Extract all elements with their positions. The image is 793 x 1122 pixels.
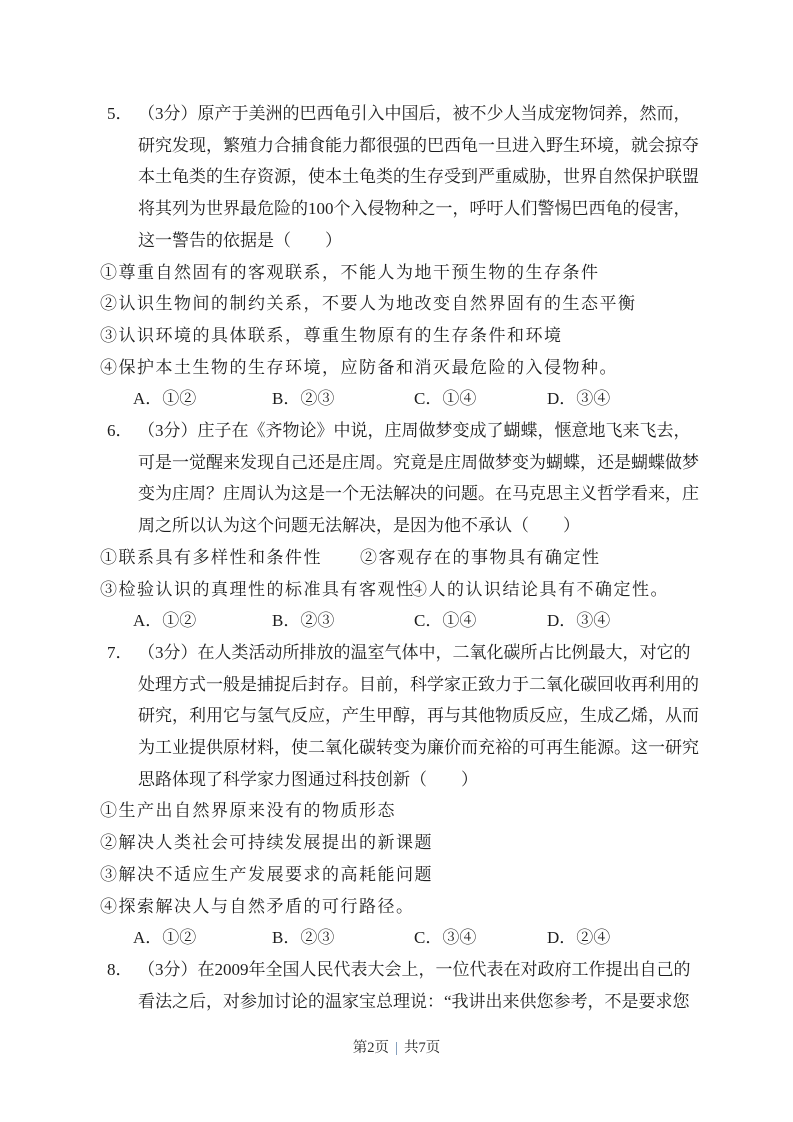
choice-a: A．①② bbox=[133, 389, 197, 409]
question-7-option-1: ①生产出自然界原来没有的物质形态 bbox=[100, 801, 396, 821]
question-6-option-1: ①联系具有多样性和条件性 bbox=[100, 547, 322, 567]
question-5-stem-line-1 bbox=[107, 98, 710, 130]
question-6-option-3: ③检验认识的真理性的标准具有客观性 bbox=[100, 579, 415, 599]
choice-d: D．③④ bbox=[547, 389, 611, 409]
question-5-stem-text: （3分）原产于美洲的巴西龟引入中国后，被不少人当成宠物饲养，然而， bbox=[138, 104, 691, 123]
question-7 bbox=[100, 637, 710, 954]
question-5-stem-line-4: 将其列为世界最危险的100个入侵物种之一，呼吁人们警惕巴西龟的侵害， bbox=[138, 199, 691, 219]
question-6-option-4: ④人的认识结论具有不确定性。 bbox=[410, 579, 669, 599]
question-8 bbox=[100, 954, 710, 1017]
question-8-stem-text: （3分）在2009年全国人民代表大会上，一位代表在对政府工作提出自己的 bbox=[138, 959, 691, 979]
question-7-stem-text: （3分）在人类活动所排放的温室气体中，二氧化碳所占比例最大，对它的 bbox=[138, 642, 691, 662]
question-6-option-2: ②客观存在的事物具有确定性 bbox=[360, 547, 601, 567]
question-6-stem-line-1 bbox=[107, 415, 710, 447]
question-5-option-3: ③认识环境的具体联系，尊重生物原有的生存条件和环境 bbox=[100, 325, 563, 345]
question-5 bbox=[100, 98, 710, 415]
question-6-number: 6． bbox=[107, 421, 133, 441]
choice-b: B．②③ bbox=[272, 389, 335, 409]
page-footer bbox=[0, 1036, 793, 1057]
question-7-option-2: ②解决人类社会可持续发展提出的新课题 bbox=[100, 833, 433, 853]
question-6-stem-line-4: 周之所以认为这个问题无法解决，是因为他不承认（ ） bbox=[138, 516, 580, 536]
footer-separator: | bbox=[395, 1040, 398, 1056]
question-7-option-4: ④探索解决人与自然矛盾的可行路径。 bbox=[100, 896, 415, 916]
choice-b: B．②③ bbox=[272, 611, 335, 631]
question-5-number: 5． bbox=[107, 104, 133, 123]
question-7-stem-line-5: 思路体现了科学家力图通过科技创新（ ） bbox=[138, 769, 478, 789]
question-7-stem-line-3: 研究，利用它与氢气反应，产生甲醇，再与其他物质反应，生成乙烯，从而 bbox=[138, 706, 699, 726]
question-5-choices-row bbox=[133, 383, 710, 415]
choice-b: B．②③ bbox=[272, 928, 335, 948]
question-5-option-4: ④保护本土生物的生存环境，应防备和消灭最危险的入侵物种。 bbox=[100, 357, 618, 377]
question-7-choices-row bbox=[133, 922, 710, 954]
question-5-option-1: ①尊重自然固有的客观联系，不能人为地干预生物的生存条件 bbox=[100, 262, 600, 282]
question-7-stem-line-4: 为工业提供原材料，使二氧化碳转变为廉价而充裕的可再生能源。这一研究 bbox=[138, 738, 699, 758]
total-pages: 共7页 bbox=[403, 1040, 441, 1056]
page-number: 第2页 bbox=[352, 1040, 390, 1056]
question-6 bbox=[100, 415, 710, 637]
question-6-stem-line-2: 可是一觉醒来发现自己还是庄周。究竟是庄周做梦变为蝴蝶，还是蝴蝶做梦 bbox=[138, 452, 699, 472]
question-6-stem-text: （3分）庄子在《齐物论》中说，庄周做梦变成了蝴蝶，惬意地飞来飞去， bbox=[138, 421, 691, 441]
question-5-option-2: ②认识生物间的制约关系，不要人为地改变自然界固有的生态平衡 bbox=[100, 294, 637, 314]
question-7-stem-line-2: 处理方式一般是捕捉后封存。目前，科学家正致力于二氧化碳回收再利用的 bbox=[138, 674, 699, 694]
choice-a: A．①② bbox=[133, 928, 197, 948]
question-8-stem-line-1 bbox=[107, 954, 710, 986]
choice-c: C．①④ bbox=[414, 389, 477, 409]
question-6-stem-line-3: 变为庄周？庄周认为这是一个无法解决的问题。在马克思主义哲学看来，庄 bbox=[138, 484, 699, 504]
question-7-stem-line-1 bbox=[107, 637, 710, 669]
question-8-stem-line-2: 看法之后，对参加讨论的温家宝总理说：“我讲出来供您参考，不是要求您 bbox=[138, 991, 690, 1011]
question-5-stem-line-5: 这一警告的依据是（ ） bbox=[138, 230, 342, 250]
choice-c: C．①④ bbox=[414, 611, 477, 631]
question-8-number: 8． bbox=[107, 959, 133, 979]
choice-a: A．①② bbox=[133, 611, 197, 631]
question-5-stem-line-2: 研究发现，繁殖力合捕食能力都很强的巴西龟一旦进入野生环境，就会掠夺 bbox=[138, 135, 699, 155]
question-7-option-3: ③解决不适应生产发展要求的高耗能问题 bbox=[100, 864, 433, 884]
questions-area bbox=[100, 98, 710, 1017]
choice-d: D．③④ bbox=[547, 611, 611, 631]
question-7-number: 7． bbox=[107, 642, 133, 662]
question-6-choices-row bbox=[133, 605, 710, 637]
question-5-stem-line-3: 本土龟类的生存资源，使本土龟类的生存受到严重威胁，世界自然保护联盟 bbox=[138, 167, 699, 187]
choice-c: C．③④ bbox=[414, 928, 477, 948]
question-6-option-row-1 bbox=[100, 542, 710, 574]
choice-d: D．②④ bbox=[547, 928, 611, 948]
question-6-option-row-2 bbox=[100, 574, 710, 606]
